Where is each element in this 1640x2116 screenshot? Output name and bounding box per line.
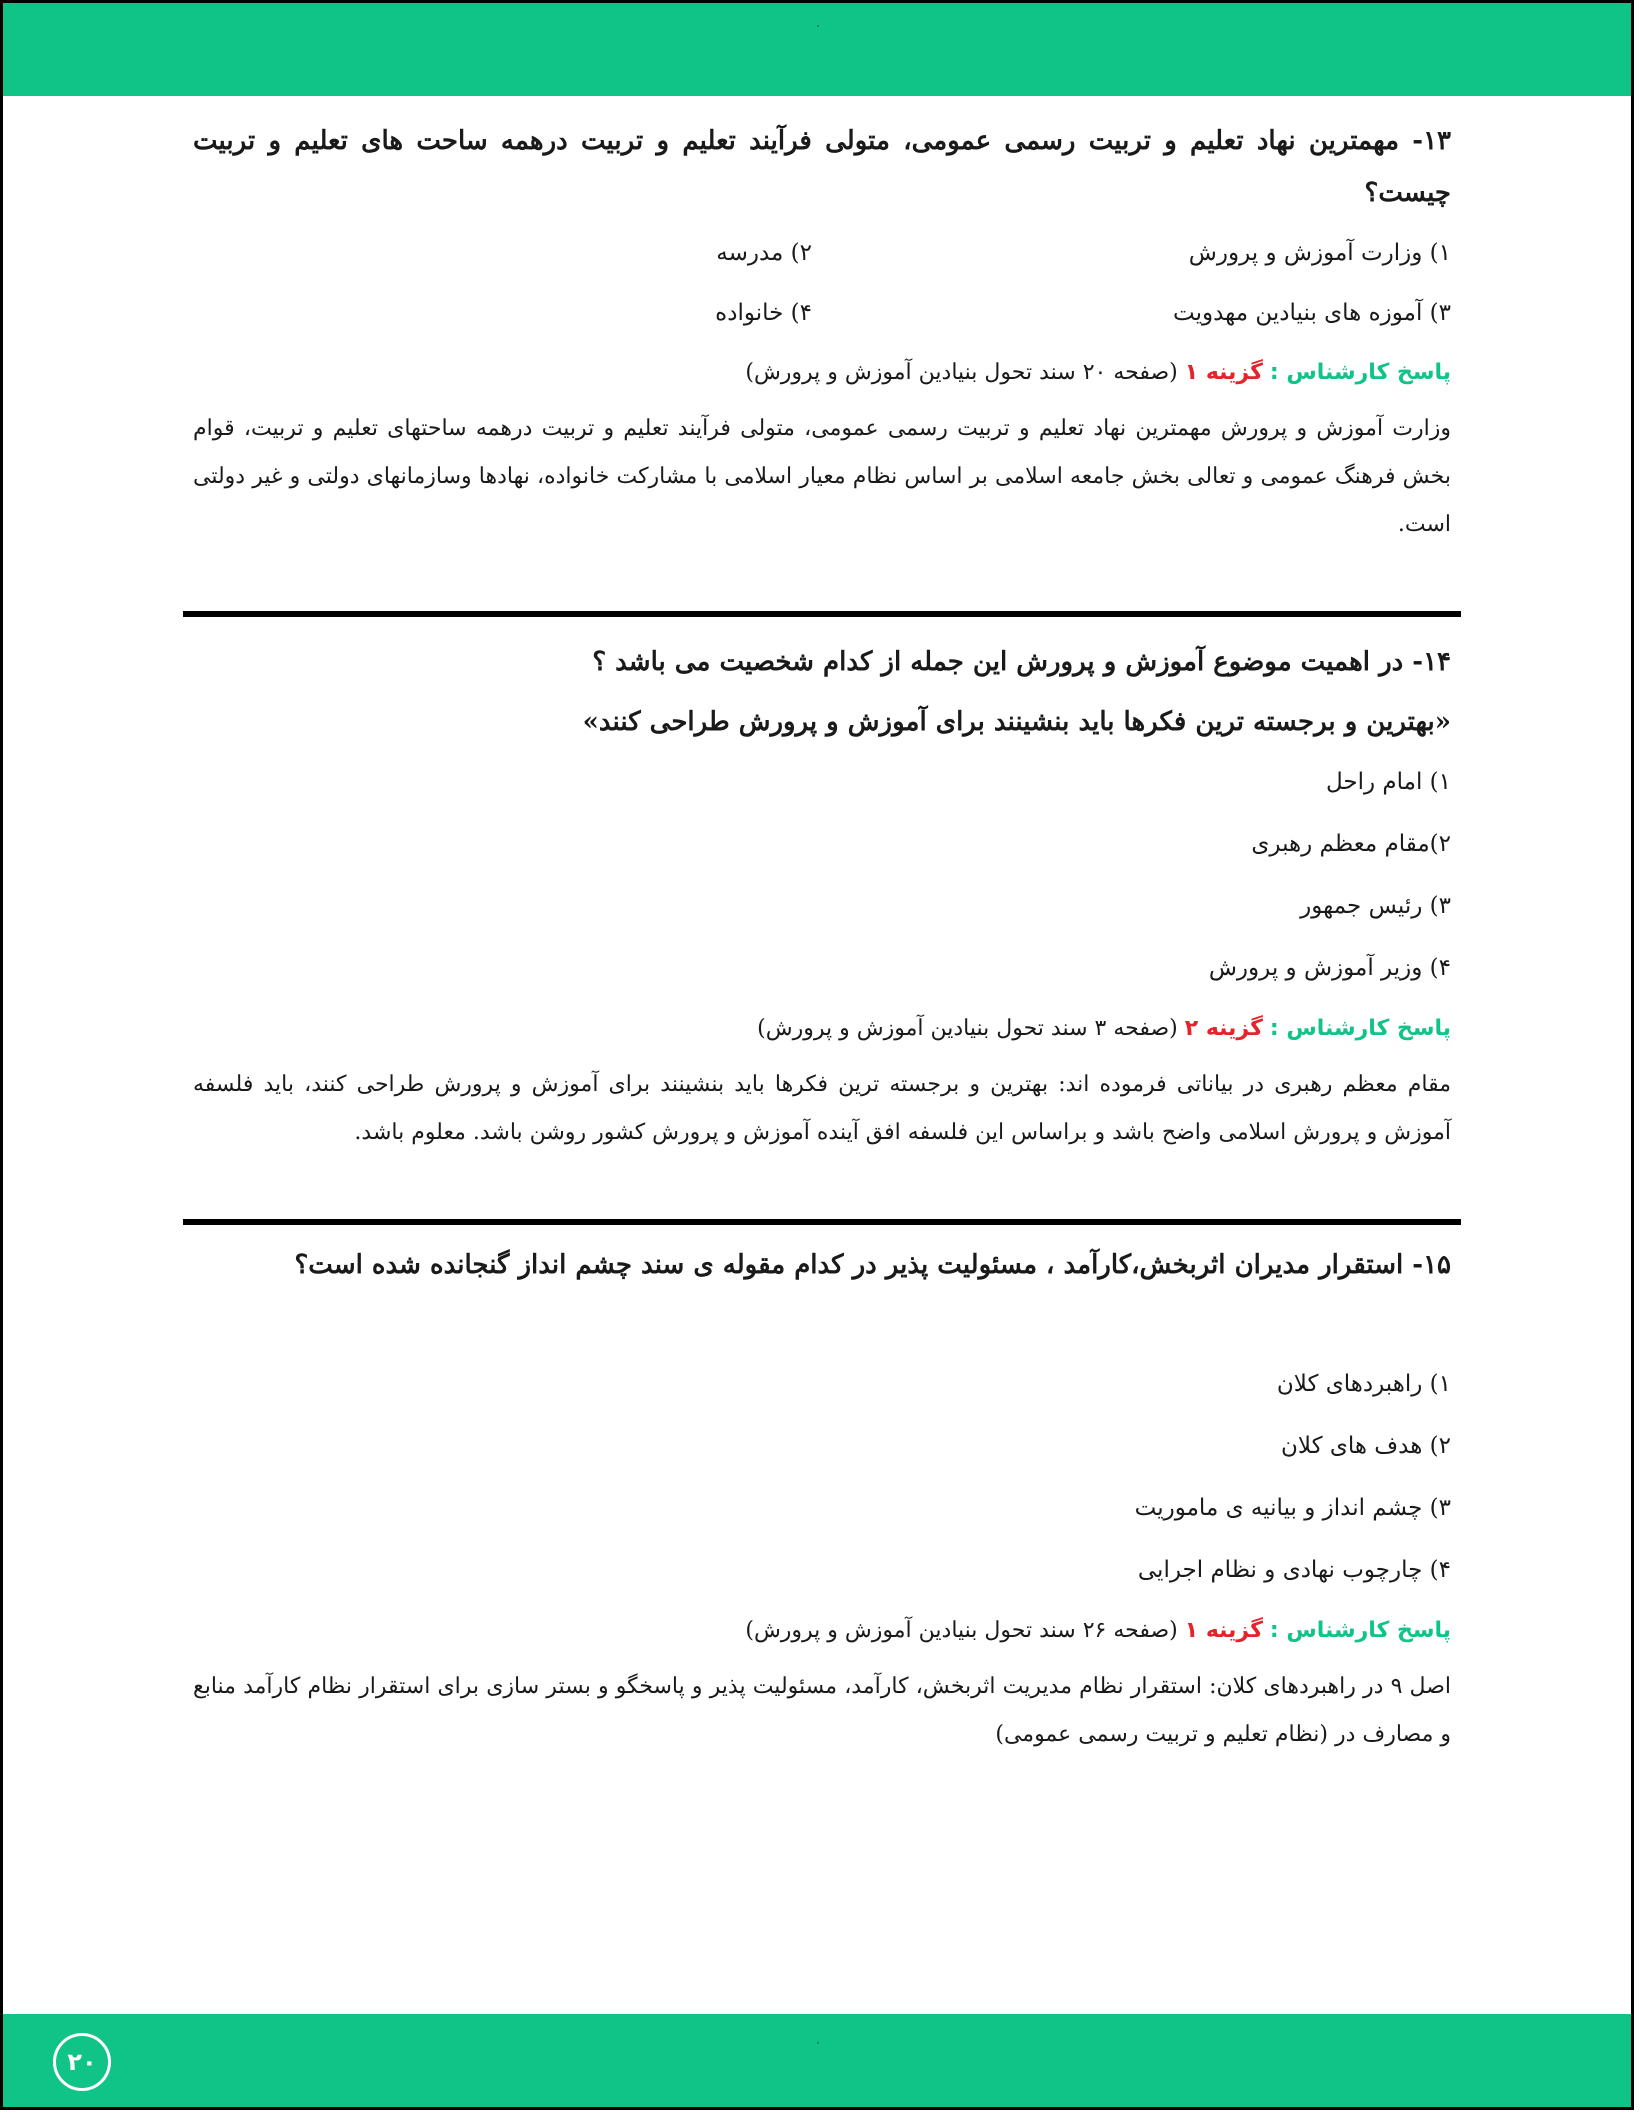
question-14 [193,631,1451,1157]
page-number: ۲۰ [53,2033,111,2091]
question-13 [193,115,1451,549]
answer-choice: گزینه ۱ [1184,360,1263,385]
option-1: ۱) راهبردهای کلان [1276,1371,1451,1397]
page-content [193,115,1451,1759]
option-1: ۱) وزارت آموزش و پرورش [1188,240,1451,266]
option-2: ۲) مدرسه [716,240,812,266]
question-quote: «بهترین و برجسته ترین فکرها باید بنشینند برای آموزش و پرورش طراحی کنند» [582,707,1451,737]
answer-explanation: وزارت آموزش و پرورش مهمترین نهاد تعلیم و تربیت رسمی عمومی، متولی فرآیند تعلیم و تربیت درهمه ساحتهای تعلیم و تربیت، قوام بخش فرهنگ عمومی و تعالی بخش جامعه اسلامی بر اساس نظام معیار اسلامی با مشارکت خانواده، نهادها وسازمانهای دولتی و غیر دولتی است. [193,416,1451,537]
answer-choice: گزینه ۱ [1184,1618,1263,1643]
option-3: ۳) رئیس جمهور [1300,893,1451,919]
answer-reference: (صفحه ۳ سند تحول بنیادین آموزش و پرورش) [757,1016,1178,1041]
options-grid [193,223,1451,343]
option-4: ۴) خانواده [715,300,812,326]
question-15 [193,1237,1451,1759]
footer-band [3,2014,1631,2107]
option-3: ۳) چشم انداز و بیانیه ی ماموریت [1134,1495,1451,1521]
option-1: ۱) امام راحل [1325,769,1451,795]
footer-mark [817,2042,819,2044]
option-4: ۴) وزیر آموزش و پرورش [1208,955,1451,981]
answer-label: پاسخ کارشناس : [1269,1016,1451,1041]
option-4: ۴) چارچوب نهادی و نظام اجرایی [1137,1557,1451,1583]
expert-answer [193,343,1451,403]
header-band [3,3,1631,96]
expert-answer [193,999,1451,1059]
answer-explanation: اصل ۹ در راهبردهای کلان: استقرار نظام مدیریت اثربخش، کارآمد، مسئولیت پذیر و پاسخگو و بستر سازی برای استقرار نظام کارآمد منابع و مصارف در (نظام تعلیم و تربیت رسمی عمومی) [193,1674,1451,1747]
option-3: ۳) آموزه های بنیادین مهدویت [1173,300,1451,326]
answer-label: پاسخ کارشناس : [1269,360,1451,385]
option-2: ۲)مقام معظم رهبری [1251,831,1451,857]
answer-explanation: مقام معظم رهبری در بیاناتی فرموده اند: بهترین و برجسته ترین فکرها باید بنشینند برای آموزش و پرورش طراحی کنند، باید فلسفه آموزش و پرورش اسلامی واضح باشد و براساس این فلسفه افق آینده آموزش و پرورش کشور روشن باشد. معلوم باشد. [193,1072,1451,1145]
question-title: ۱۳- مهمترین نهاد تعلیم و تربیت رسمی عمومی، متولی فرآیند تعلیم و تربیت درهمه ساحت های تعلیم و تربیت چیست؟ [193,126,1451,208]
section-divider [183,1219,1461,1225]
section-divider [183,611,1461,617]
option-2: ۲) هدف های کلان [1280,1433,1451,1459]
question-title: ۱۵- استقرار مدیران اثربخش،کارآمد ، مسئولیت پذیر در کدام مقوله ی سند چشم انداز گنجانده شده است؟ [294,1250,1451,1280]
answer-label: پاسخ کارشناس : [1269,1618,1451,1643]
expert-answer [193,1601,1451,1661]
question-title: ۱۴- در اهمیت موضوع آموزش و پرورش این جمله از کدام شخصیت می باشد ؟ [592,647,1451,677]
answer-reference: (صفحه ۲۰ سند تحول بنیادین آموزش و پرورش) [745,360,1178,385]
header-mark [817,25,819,27]
answer-reference: (صفحه ۲۶ سند تحول بنیادین آموزش و پرورش) [745,1618,1178,1643]
answer-choice: گزینه ۲ [1184,1016,1263,1041]
